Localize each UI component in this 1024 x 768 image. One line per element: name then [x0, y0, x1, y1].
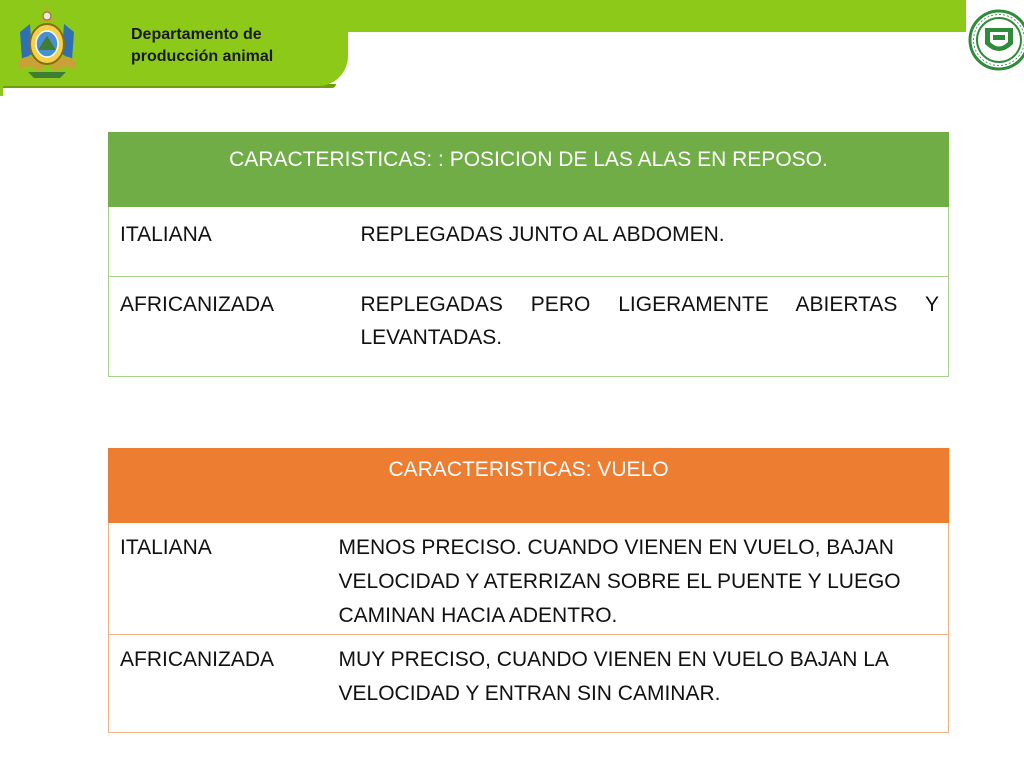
description-cell: REPLEGADAS PERO LIGERAMENTE ABIERTAS Y LEVANTADAS. [351, 277, 949, 377]
header-edge-line [0, 86, 3, 96]
description-cell: MUY PRECISO, CUANDO VIENEN EN VUELO BAJAN LA VELOCIDAD Y ENTRAN SIN CAMINAR. [331, 635, 949, 733]
department-title-line2: producción animal [131, 48, 274, 65]
description-cell: MENOS PRECISO. CUANDO VIENEN EN VUELO, BAJAN VELOCIDAD Y ATERRIZAN SOBRE EL PUENTE Y LUEGO CAMINAN HACIA ADENTRO. [331, 523, 949, 635]
breed-cell: ITALIANA [109, 523, 331, 635]
breed-cell: AFRICANIZADA [109, 277, 351, 377]
table-row [109, 635, 949, 733]
wings-table-header: CARACTERISTICAS: : POSICION DE LAS ALAS EN REPOSO. [109, 133, 949, 207]
flight-table-header: CARACTERISTICAS: VUELO [109, 449, 949, 523]
wings-position-table [108, 132, 949, 377]
table-row [109, 207, 949, 277]
breed-cell: AFRICANIZADA [109, 635, 331, 733]
department-title-line1: Departamento de [131, 26, 262, 43]
university-seal-icon [966, 0, 1024, 80]
description-cell: REPLEGADAS JUNTO AL ABDOMEN. [351, 207, 949, 277]
flight-table [108, 448, 949, 733]
breed-cell: ITALIANA [109, 207, 351, 277]
honduras-coat-of-arms-icon [14, 2, 80, 80]
table-row [109, 277, 949, 377]
table-row [109, 523, 949, 635]
department-title [131, 24, 331, 68]
